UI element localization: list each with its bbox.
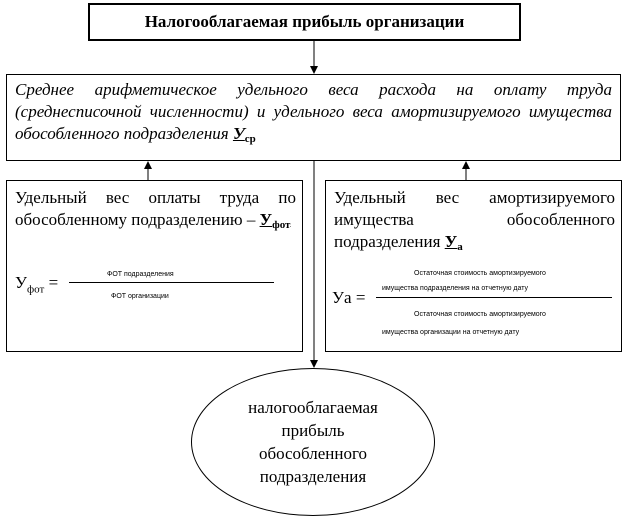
right-box-property-share xyxy=(325,180,622,352)
left-formula-variable: $У_{фот}$ = xyxy=(15,273,59,296)
right-formula-denominator-line1: Остаточная стоимость амортизируемого xyxy=(414,311,546,318)
top-box-organization-profit xyxy=(88,3,521,41)
result-text xyxy=(248,396,378,488)
left-box-symbol: Уфот xyxy=(259,210,291,231)
left-formula-denominator: ФОТ организации xyxy=(111,293,169,300)
result-line-3: обособленного xyxy=(258,444,368,463)
right-formula-denominator-line2: имущества организации на отчетную дату xyxy=(382,329,520,336)
result-line-2: прибыль xyxy=(281,421,345,440)
right-formula-fraction-line xyxy=(376,297,612,298)
result-line-1: налогооблагаемая xyxy=(248,398,378,417)
right-formula-numerator-line1: Остаточная стоимость амортизируемого xyxy=(414,270,546,277)
middle-box-symbol: Уср xyxy=(232,124,256,145)
right-box-symbol: Уа xyxy=(444,232,463,253)
left-box-labor-share xyxy=(6,180,303,352)
left-formula-numerator: ФОТ подразделения xyxy=(107,271,174,278)
right-formula-numerator-line2: имущества подразделения на отчетную дату xyxy=(382,285,529,292)
right-box-text: Удельный вес амортизируемого имущества обособленного подразделения Уа xyxy=(334,188,615,253)
result-line-4: подразделения xyxy=(259,467,367,486)
result-ellipse-branch-profit xyxy=(191,368,435,516)
middle-box-average-share xyxy=(6,74,621,161)
left-formula-fraction-line xyxy=(69,282,274,283)
middle-box-text: Среднее арифметическое удельного веса расхода на оплату труда (среднесписочной численности) и удельного веса амортизируемого имущества обособленного подразделения xyxy=(15,80,612,143)
right-formula-variable: Уа = xyxy=(332,288,366,307)
left-box-text: Удельный вес оплаты труда по обособленному подразделению – Уфот xyxy=(15,188,296,231)
top-box-title: Налогооблагаемая прибыль организации xyxy=(144,12,465,31)
